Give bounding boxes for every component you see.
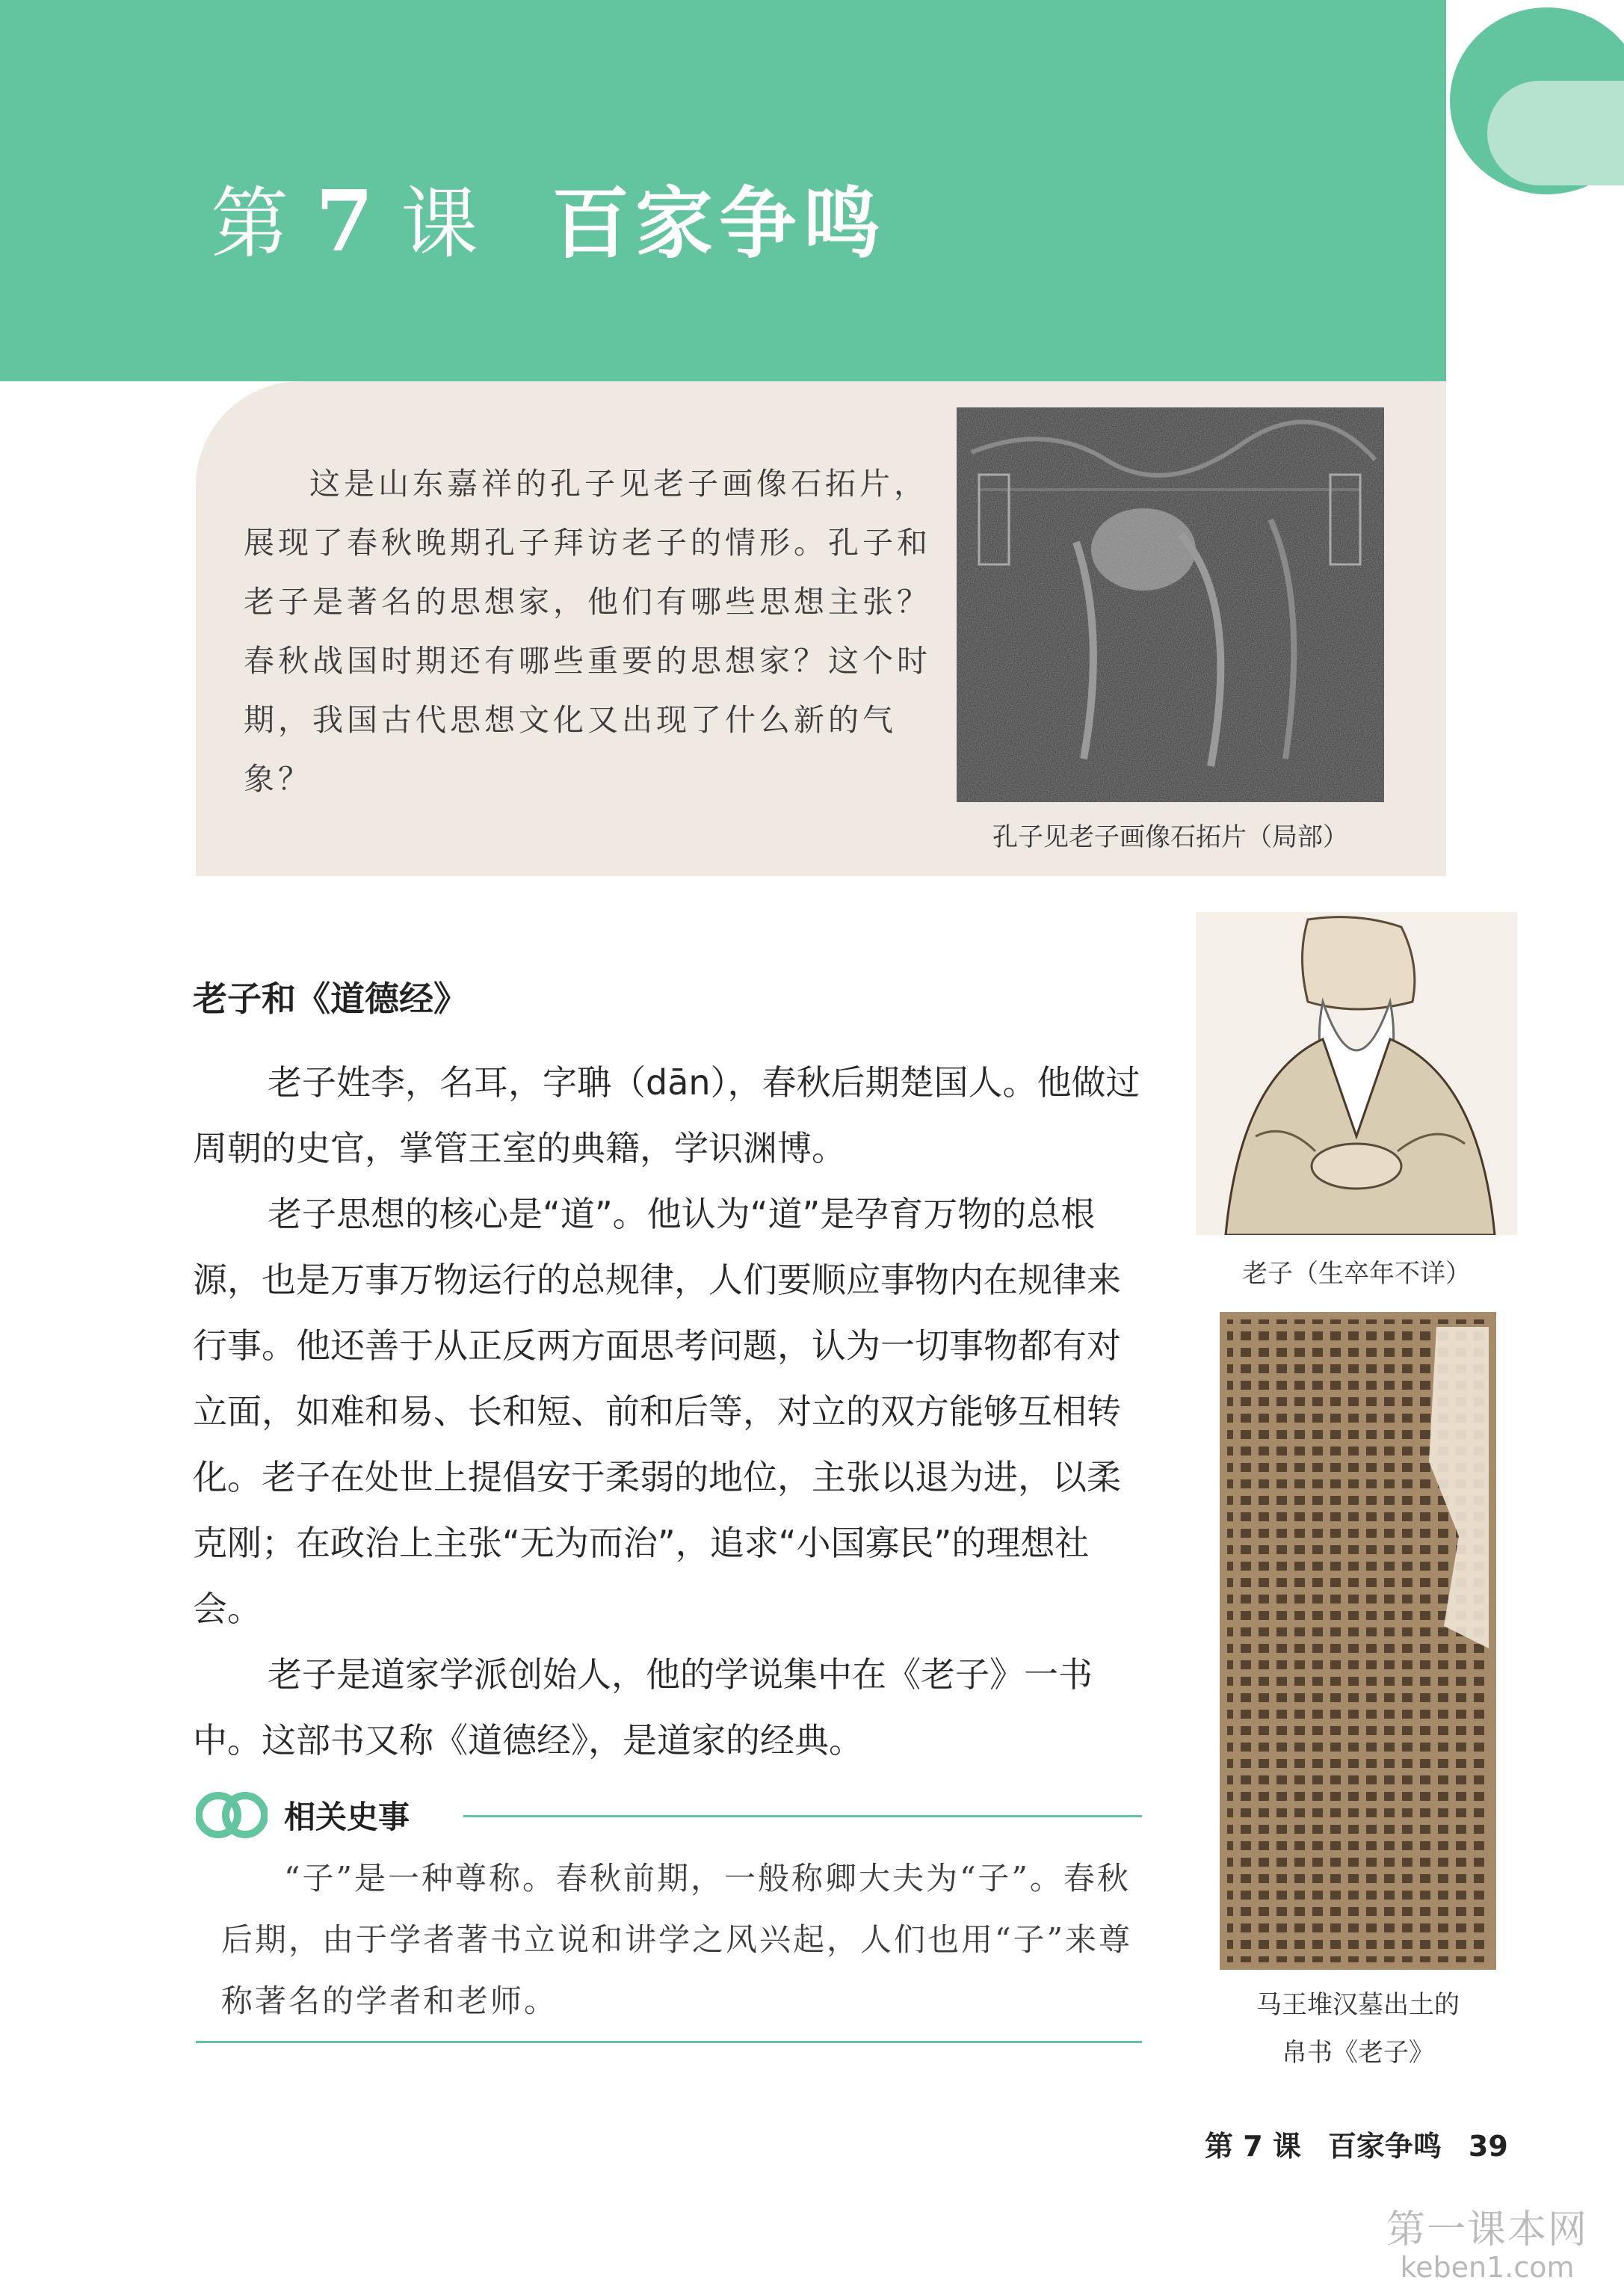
silk-manuscript-graphic <box>1220 1312 1496 1970</box>
body-paragraph: 老子姓李，名耳，字聃（dān），春秋后期楚国人。他做过周朝的史官，掌管王室的典籍，学识渊博。 <box>193 1062 1140 1168</box>
footer-lesson: 第 7 课 <box>1205 2130 1301 2163</box>
silk-book-image <box>1220 1312 1496 1970</box>
section-heading: 老子和《道德经》 <box>193 979 468 1019</box>
page-footer <box>1205 2123 1508 2164</box>
page-number: 39 <box>1468 2130 1508 2163</box>
watermark <box>1375 2198 1599 2284</box>
lesson-number: 7 <box>315 173 380 271</box>
related-history-text: “子”是一种尊称。春秋前期，一般称卿大夫为“子”。春秋后期，由于学者著书立说和讲学之风兴起，人们也用“子”来尊称著名的学者和老师。 <box>221 1860 1132 2019</box>
laozi-caption: 老子（生卒年不详） <box>1242 1259 1471 1289</box>
laozi-portrait-image <box>1196 912 1517 1235</box>
stone-rubbing-graphic <box>957 407 1384 802</box>
related-history-icon <box>196 1789 268 1841</box>
silk-book-caption <box>1188 1981 1528 2077</box>
intro-text: 这是山东嘉祥的孔子见老子画像石拓片，展现了春秋晚期孔子拜访老子的情形。孔子和老子是著名的思想家，他们有哪些思想主张？春秋战国时期还有哪些重要的思想家？这个时期，我国古代思想文化又出现了什么新的气象？ <box>244 466 931 797</box>
body-paragraph: 老子是道家学派创始人，他的学说集中在《老子》一书中。这部书又称《道德经》，是道家的经典。 <box>193 1654 1093 1760</box>
rubbing-caption: 孔子见老子画像石拓片（局部） <box>992 822 1348 852</box>
silk-caption-line: 马王堆汉墓出土的 <box>1256 1990 1460 2020</box>
watermark-cn: 第一课本网 <box>1386 2208 1588 2252</box>
lesson-suffix: 课 <box>400 178 484 269</box>
body-text <box>193 1050 1142 1773</box>
corner-decoration-inner <box>1487 81 1624 185</box>
laozi-figure-graphic <box>1196 912 1517 1235</box>
lesson-title <box>211 161 886 271</box>
divider-line <box>196 2041 1142 2043</box>
rubbing-image <box>957 407 1384 802</box>
related-history-label: 相关史事 <box>284 1799 410 1835</box>
silk-caption-line: 帛书《老子》 <box>1282 2038 1434 2068</box>
footer-title: 百家争鸣 <box>1327 2130 1442 2163</box>
watermark-en: keben1.com <box>1400 2251 1575 2284</box>
lesson-name: 百家争鸣 <box>551 177 886 269</box>
body-paragraph: 老子思想的核心是“道”。他认为“道”是孕育万物的总根源，也是万事万物运行的总规律，人们要顺应事物内在规律来行事。他还善于从正反两方面思考问题，认为一切事物都有对立面，如难和易、长和短、前和后等，对立的双方能够互相转化。老子在处世上提倡安于柔弱的地位，主张以退为进，以柔克刚；在政治上主张“无为而治”，追求“小国寡民”的理想社会。 <box>193 1194 1121 1629</box>
divider-line <box>463 1815 1142 1817</box>
lesson-prefix: 第 <box>211 178 295 269</box>
